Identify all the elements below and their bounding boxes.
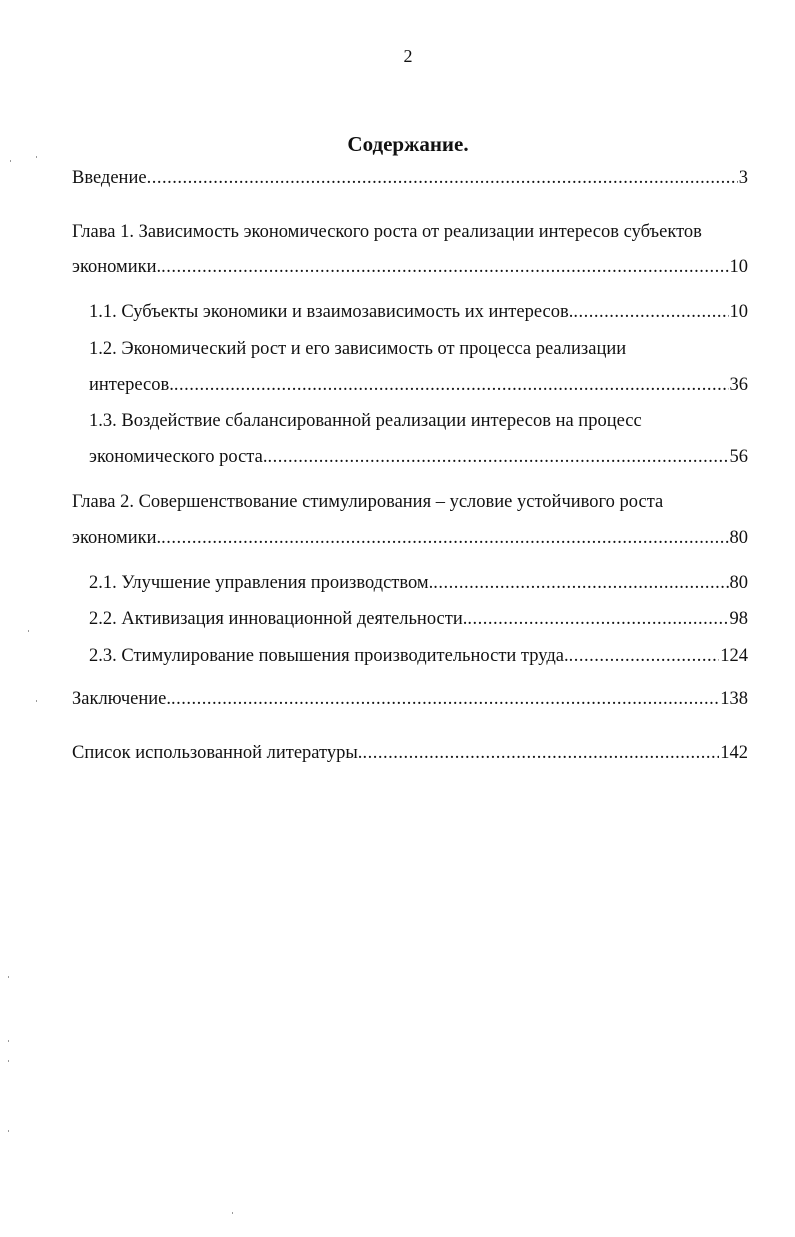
toc-entry-text: 2.2. Активизация инновационной деятельности. — [89, 609, 468, 629]
toc-entry-page: 138 — [720, 689, 748, 709]
toc-entry-text: экономического роста. — [89, 447, 268, 467]
scan-speck — [8, 976, 9, 978]
scan-speck — [36, 700, 37, 702]
dot-leader — [174, 375, 729, 396]
scan-speck — [36, 156, 37, 158]
toc-entry-section-1-1[interactable] — [89, 302, 748, 326]
dot-leader — [147, 168, 738, 189]
toc-entry-conclusion[interactable] — [72, 689, 748, 713]
toc-entry-text: Заключение. — [72, 689, 171, 709]
dot-leader — [161, 528, 728, 549]
toc-chapter1-line1[interactable]: Глава 1. Зависимость экономического роста от реализации интересов субъектов — [72, 222, 702, 242]
dot-leader — [569, 646, 720, 667]
toc-entry-references[interactable] — [72, 743, 748, 767]
dot-leader — [573, 302, 728, 323]
toc-entry-text: Список использованной литературы. — [72, 743, 363, 763]
toc-entry-text: 2.1. Улучшение управления производством. — [89, 573, 434, 593]
toc-entry-text: 2.3. Стимулирование повышения производительности труда. — [89, 646, 569, 666]
scan-speck — [8, 1040, 9, 1042]
toc-entry-text: Введение — [72, 168, 147, 188]
page-number: 2 — [403, 46, 413, 66]
toc-entry-text: интересов. — [89, 375, 174, 395]
toc-entry-page: 36 — [729, 375, 748, 395]
toc-entry-page: 3 — [738, 168, 748, 188]
toc-entry-section-2-2[interactable] — [89, 609, 748, 633]
toc-entry-text: экономики. — [72, 528, 162, 548]
toc-chapter2-line1[interactable]: Глава 2. Совершенствование стимулирования – условие устойчивого роста — [72, 492, 664, 512]
dot-leader — [161, 257, 728, 278]
toc-entry-page: 10 — [729, 302, 748, 322]
toc-entry-section-2-1[interactable] — [89, 573, 748, 597]
toc-section-1-2-line1[interactable]: 1.2. Экономический рост и его зависимость от процесса реализации — [89, 339, 627, 359]
scan-speck — [8, 1060, 9, 1062]
toc-entry-text: 1.1. Субъекты экономики и взаимозависимость их интересов. — [89, 302, 574, 322]
toc-entry-page: 80 — [729, 573, 748, 593]
toc-entry-section-1-2[interactable] — [89, 375, 748, 399]
toc-entry-page: 80 — [729, 528, 748, 548]
toc-entry-page: 10 — [729, 257, 748, 277]
dot-leader — [467, 609, 728, 630]
toc-entry-text: экономики. — [72, 257, 162, 277]
scan-speck — [8, 1130, 9, 1132]
toc-entry-chapter2[interactable] — [72, 528, 748, 552]
dot-leader — [171, 689, 719, 710]
toc-entry-page: 98 — [729, 609, 748, 629]
dot-leader — [362, 743, 719, 764]
page-title: Содержание. — [347, 132, 469, 156]
toc-entry-intro[interactable] — [72, 168, 748, 192]
dot-leader — [433, 573, 728, 594]
toc-entry-page: 56 — [729, 447, 748, 467]
toc-entry-page: 124 — [720, 646, 748, 666]
scan-speck — [232, 1212, 233, 1214]
toc-entry-page: 142 — [720, 743, 748, 763]
toc-section-1-3-line1[interactable]: 1.3. Воздействие сбалансированной реализации интересов на процесс — [89, 411, 642, 431]
scan-speck — [10, 160, 11, 162]
toc-entry-section-2-3[interactable] — [89, 646, 748, 670]
scan-speck — [28, 630, 29, 632]
toc-entry-section-1-3[interactable] — [89, 447, 748, 471]
toc-entry-chapter1[interactable] — [72, 257, 748, 281]
dot-leader — [267, 447, 728, 468]
